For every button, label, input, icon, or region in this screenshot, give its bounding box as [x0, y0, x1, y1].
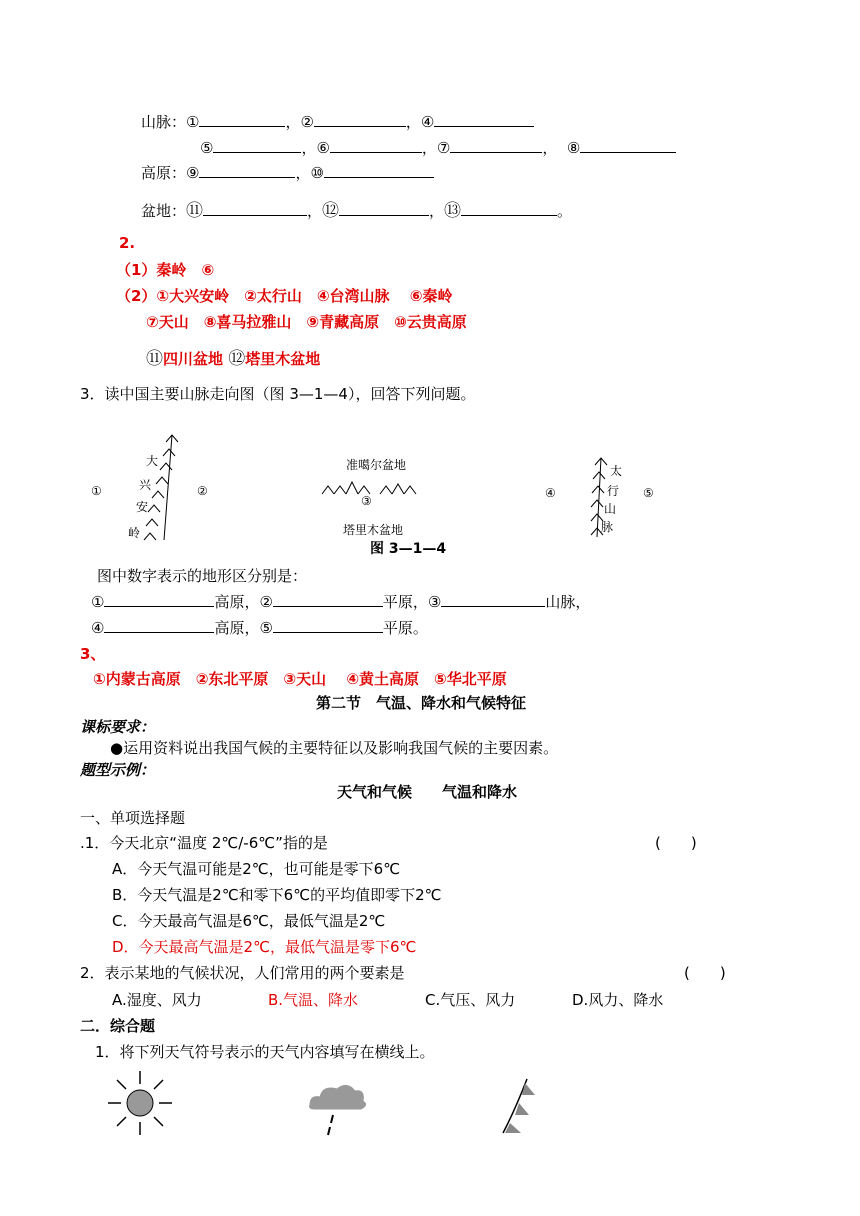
- num: ⑪: [186, 201, 204, 221]
- fig-text: 脉: [601, 520, 614, 534]
- daxinganling-mountain-icon: [138, 430, 198, 550]
- blank[interactable]: [273, 618, 383, 633]
- num: 高原，⑤: [214, 619, 273, 637]
- mc-q2-paren[interactable]: ( ): [684, 964, 726, 982]
- answer2-line2: （2）①大兴安岭 ②太行山 ④台湾山脉 ⑥秦岭: [116, 287, 453, 305]
- num: ④: [91, 619, 105, 637]
- mc-q1-paren[interactable]: ( ): [655, 834, 697, 852]
- part2-heading: 二．综合题: [80, 1017, 156, 1035]
- answer2-line3: ⑦天山 ⑧喜马拉雅山 ⑨青藏高原 ⑩云贵高原: [146, 313, 467, 331]
- fig-text: 大: [146, 454, 159, 468]
- fig-text: 太: [610, 464, 623, 478]
- q1-row1: [141, 111, 534, 132]
- num: ，②: [285, 113, 314, 131]
- num: 平原，③: [382, 593, 442, 611]
- fig-label-5: ⑤: [643, 486, 654, 500]
- blank[interactable]: [580, 138, 676, 153]
- num: ⑧: [566, 139, 581, 157]
- blank[interactable]: [314, 112, 406, 127]
- blank[interactable]: [104, 592, 214, 607]
- fig-text: 岭: [128, 526, 141, 540]
- answer2-line1: （1）秦岭 ⑥: [116, 261, 215, 279]
- label-basins: 盆地：: [141, 202, 187, 220]
- blank[interactable]: [339, 201, 429, 216]
- part1-heading: 一、单项选择题: [80, 809, 186, 827]
- fig-label-4: ④: [545, 486, 556, 500]
- tianshan-mountain-icon: [320, 478, 430, 503]
- fig-text: 兴: [139, 478, 152, 492]
- fig-top-basin: 准噶尔盆地: [346, 458, 407, 472]
- blank[interactable]: [450, 138, 542, 153]
- blank[interactable]: [104, 618, 214, 633]
- num: ①: [186, 113, 200, 131]
- mc-q2: 2．表示某地的气候状况，人们常用的两个要素是: [80, 964, 405, 982]
- q3-question: 3．读中国主要山脉走向图（图 3—1—4），回答下列问题。: [80, 385, 476, 403]
- blank[interactable]: [324, 163, 434, 178]
- comp-q1: 1．将下列天气符号表示的天气内容填写在横线上。: [95, 1043, 435, 1061]
- blank[interactable]: [213, 138, 301, 153]
- q3-fill2: [91, 617, 428, 638]
- fig-label-2: ②: [197, 484, 208, 498]
- mc-q2-option-a[interactable]: A.湿度、风力: [112, 991, 202, 1009]
- answer3-num: 3、: [80, 645, 106, 663]
- req-text: ●运用资料说出我国气候的主要特征以及影响我国气候的主要因素。: [110, 739, 559, 757]
- blank[interactable]: [199, 112, 285, 127]
- fig-bottom-basin: 塔里木盆地: [343, 523, 404, 537]
- fig-text: 山: [604, 502, 617, 516]
- answer2-line4: [146, 344, 320, 369]
- num: ⑫: [322, 201, 340, 221]
- subtitle: 天气和气候 气温和降水: [337, 783, 518, 801]
- blank[interactable]: [330, 138, 422, 153]
- example-label: 题型示例：: [80, 761, 156, 779]
- blank[interactable]: [199, 163, 295, 178]
- num: 平原。: [382, 619, 428, 637]
- mc-q2-option-d[interactable]: D.风力、降水: [572, 991, 664, 1009]
- q1-row2: [200, 137, 676, 158]
- answer-text: 四川盆地: [163, 350, 224, 368]
- fig-label-1: ①: [91, 484, 102, 498]
- num: 高原，②: [214, 593, 273, 611]
- mc-q2-option-b[interactable]: B.气温、降水: [268, 991, 359, 1009]
- q3-prompt: 图中数字表示的地形区分别是：: [97, 567, 308, 585]
- figure-caption: 图 3—1—4: [370, 541, 447, 557]
- num: ，④: [405, 113, 435, 131]
- req-label: 课标要求：: [80, 718, 156, 736]
- q3-fill1: [91, 591, 590, 612]
- mc-q2-option-c[interactable]: C.气压、风力: [425, 991, 516, 1009]
- sunny-icon: [105, 1068, 175, 1138]
- fig-text: 行: [607, 484, 620, 498]
- fig-label-3: ③: [361, 494, 372, 508]
- q1-row4: [141, 196, 572, 221]
- num: ，: [542, 139, 558, 157]
- blank[interactable]: [203, 201, 307, 216]
- num: ，⑩: [295, 164, 324, 182]
- mc-q1-option-b[interactable]: B．今天气温是2℃和零下6℃的平均值即零下2℃: [112, 886, 442, 904]
- comma: ，: [429, 202, 445, 220]
- label-mountains: 山脉：: [141, 113, 187, 131]
- section-title: 第二节 气温、降水和气候特征: [316, 694, 527, 712]
- label-plateaus: 高原：⑨: [141, 164, 200, 182]
- blank[interactable]: [273, 592, 383, 607]
- blank[interactable]: [434, 112, 534, 127]
- fig-text: 安: [136, 500, 149, 514]
- blank[interactable]: [461, 201, 557, 216]
- answer3-line: ①内蒙古高原 ②东北平原 ③天山 ④黄土高原 ⑤华北平原: [93, 670, 507, 688]
- period: 。: [557, 202, 573, 220]
- num: ，⑥: [301, 139, 330, 157]
- comma: ，: [307, 202, 323, 220]
- num: ⑪: [146, 349, 163, 369]
- cold-front-icon: [495, 1075, 545, 1155]
- answer2-num: 2.: [119, 234, 136, 252]
- blank[interactable]: [441, 592, 545, 607]
- num: ，⑦: [421, 139, 451, 157]
- num: ⑬: [444, 201, 462, 221]
- num: ⑫: [228, 349, 246, 369]
- mc-q1: .1．今天北京“温度 2℃/-6℃”指的是: [80, 834, 328, 852]
- mc-q1-option-a[interactable]: A．今天气温可能是2℃，也可能是零下6℃: [112, 860, 401, 878]
- mc-q1-option-d[interactable]: D．今天最高气温是2℃，最低气温是零下6℃: [112, 938, 417, 956]
- num: 山脉，: [545, 593, 591, 611]
- answer-text: 塔里木盆地: [245, 350, 321, 368]
- q1-row3: [141, 162, 434, 183]
- cloudy-rain-icon: [305, 1075, 375, 1145]
- num: ①: [91, 593, 105, 611]
- mc-q1-option-c[interactable]: C．今天最高气温是6℃，最低气温是2℃: [112, 912, 386, 930]
- num: ⑤: [200, 139, 214, 157]
